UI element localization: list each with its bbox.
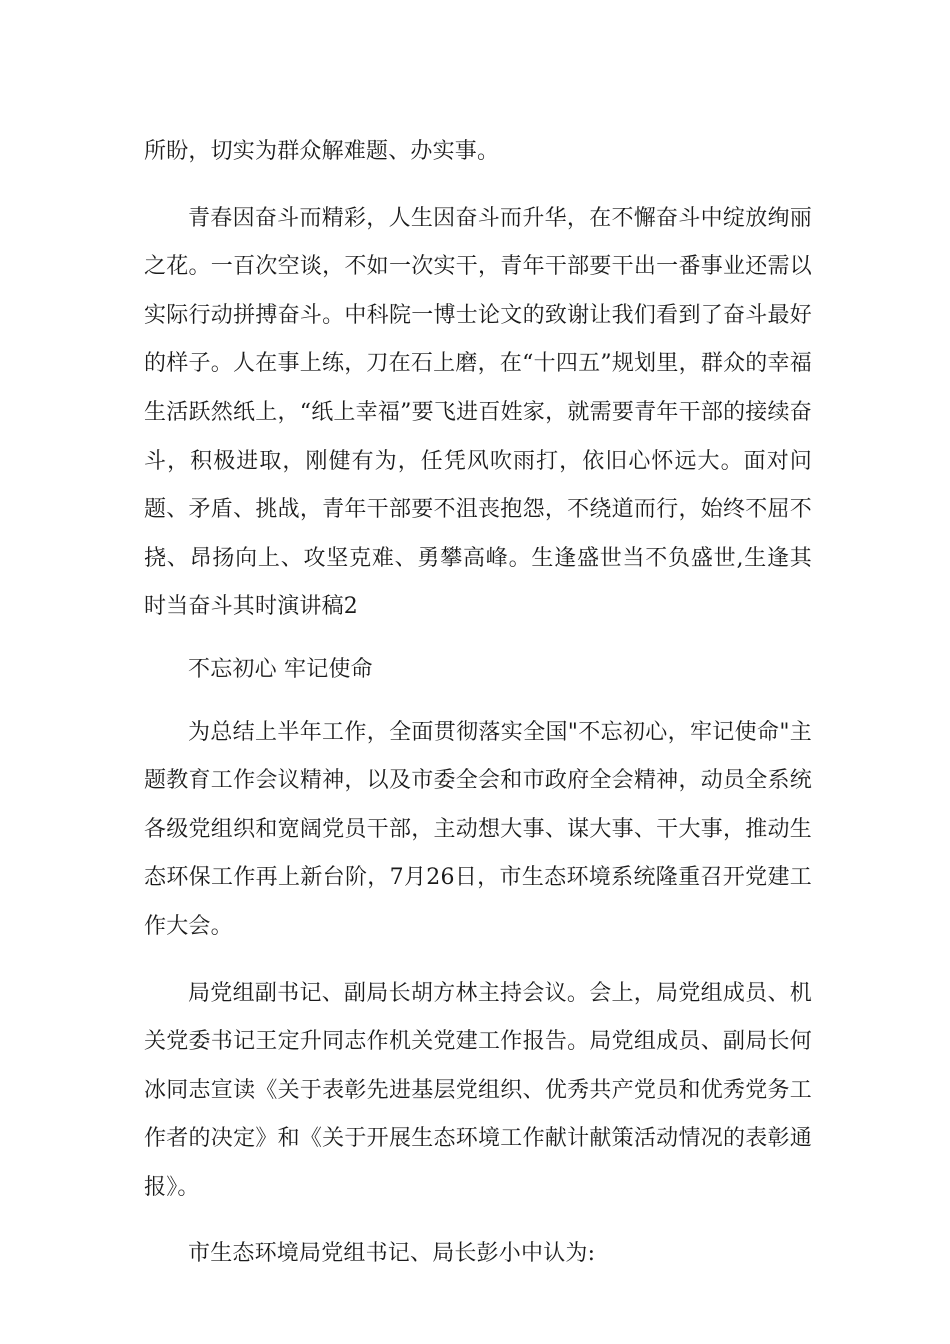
paragraph-gap <box>144 952 812 970</box>
paragraph-gap <box>144 1212 812 1230</box>
paragraph-gap <box>144 695 812 709</box>
document-body <box>144 128 812 1279</box>
paragraph-meeting-details: 局党组副书记、副局长胡方林主持会议。会上，局党组成员、机关党委书记王定升同志作机关党建工作报告。局党组成员、副局长何冰同志宣读《关于表彰先进基层党组织、优秀共产党员和优秀党务工作者的决定》和《关于开展生态环境工作献计献策活动情况的表彰通报》。 <box>144 980 812 1200</box>
paragraph-director-remarks: 市生态环境局党组书记、局长彭小中认为: <box>188 1241 596 1267</box>
paragraph-meeting-intro: 为总结上半年工作，全面贯彻落实全国"不忘初心，牢记使命"主题教育工作会议精神，以及市委全会和市政府全会精神，动员全系统各级党组织和宽阔党员干部，主动想大事、谋大事、干大事，推动生态环保工作再上新台阶，7月26日，市生态环境系统隆重召开党建工作大会。 <box>144 719 812 939</box>
paragraph-gap <box>144 632 812 646</box>
section-heading: 不忘初心 牢记使命 <box>188 656 373 682</box>
paragraph-continuation: 所盼，切实为群众解难题、办实事。 <box>144 139 500 164</box>
paragraph-youth-struggle: 青春因奋斗而精彩，人生因奋斗而升华，在不懈奋斗中绽放绚丽之花。一百次空谈，不如一次实干，青年干部要干出一番事业还需以实际行动拼搏奋斗。中科院一博士论文的致谢让我们看到了奋斗最好的样子。人在事上练，刀在石上磨，在“十四五”规划里，群众的幸福生活跃然纸上，“纸上幸福”要飞进百姓家，就需要青年干部的接续奋斗，积极进取，刚健有为，任凭风吹雨打，依旧心怀远大。面对问题、矛盾、挑战，青年干部要不沮丧抱怨，不绕道而行，始终不屈不挠、昂扬向上、攻坚克难、勇攀高峰。生逢盛世当不负盛世,生逢其时当奋斗其时演讲稿2 <box>144 205 812 620</box>
paragraph-gap <box>144 177 812 195</box>
